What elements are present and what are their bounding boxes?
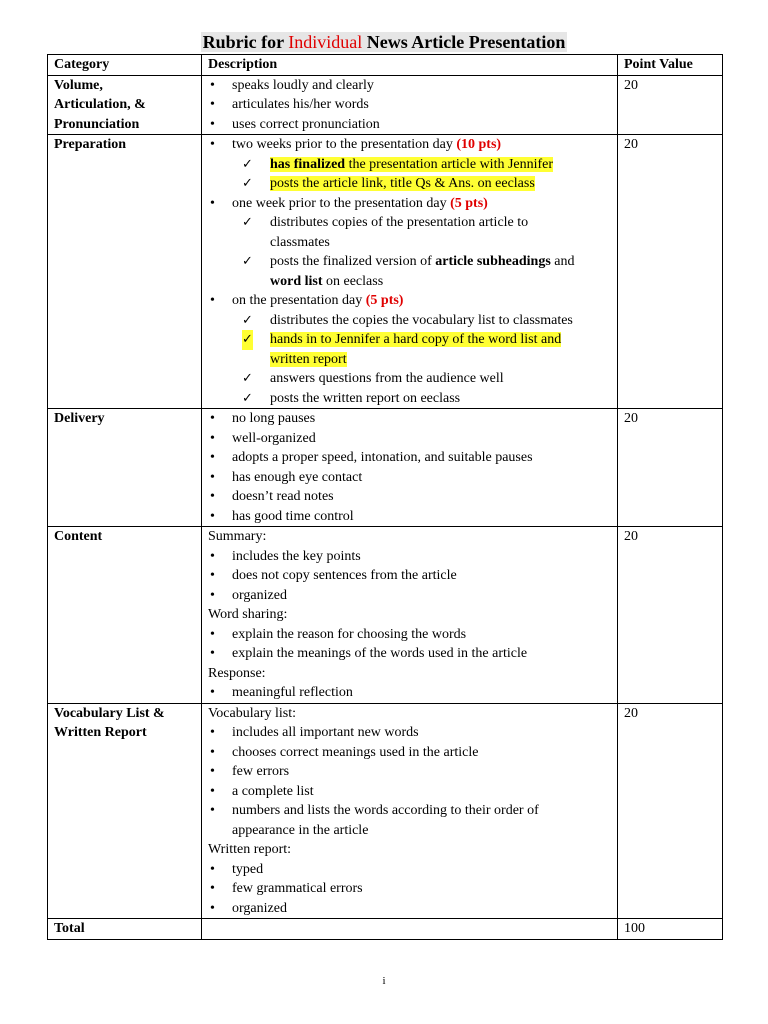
- bullet-item: • numbers and lists the words according to their order of: [208, 801, 611, 821]
- item-text: written report: [270, 351, 347, 367]
- bullet-item: • uses correct pronunciation: [208, 115, 611, 135]
- bullet-item: • includes the key points: [208, 547, 611, 567]
- row-delivery: [48, 409, 723, 527]
- category-cell: Content: [48, 527, 202, 704]
- category-cell: Delivery: [48, 409, 202, 527]
- category-cell: [48, 75, 202, 135]
- points-note: (5 pts): [450, 195, 488, 211]
- points-note: (10 pts): [456, 137, 502, 152]
- check-icon: ✓: [242, 371, 253, 386]
- check-icon: ✓: [242, 254, 253, 269]
- points-cell: 20: [618, 527, 723, 704]
- item-text: the presentation article with Jennifer: [345, 156, 554, 172]
- description-cell: [202, 135, 618, 409]
- bullet-item: • organized: [208, 899, 611, 919]
- points-cell: 20: [618, 703, 723, 919]
- row-volume: [48, 75, 723, 135]
- subsection-label: Response:: [208, 665, 266, 681]
- subsection-label: Word sharing:: [208, 607, 288, 622]
- bullet-item: • organized: [208, 586, 611, 606]
- item-text: distributes the copies the vocabulary list to classmates: [270, 312, 573, 328]
- subsection-label: Summary:: [208, 529, 267, 544]
- title-box: [201, 32, 568, 52]
- bullet-item: • explain the meanings of the words used in the article: [208, 644, 611, 664]
- item-text: posts the article link, title Qs & Ans. on eeclass: [270, 176, 535, 191]
- bullet-item: • articulates his/her words: [208, 95, 611, 115]
- row-total: [48, 919, 723, 940]
- bullet-item: • adopts a proper speed, intonation, and suitable pauses: [208, 448, 611, 468]
- check-icon: ✓: [242, 156, 253, 172]
- total-label: Total: [48, 919, 202, 940]
- rubric-table: [47, 54, 723, 940]
- points-note: (5 pts): [365, 293, 404, 308]
- bullet-item: [208, 135, 611, 155]
- bullet-item: • speaks loudly and clearly: [208, 76, 611, 96]
- item-text-bold: has finalized: [270, 156, 346, 172]
- category-cell: [48, 703, 202, 919]
- row-vocabulary: [48, 703, 723, 919]
- row-preparation: [48, 135, 723, 409]
- header-category: Category: [48, 55, 202, 76]
- bullet-item: [208, 291, 611, 311]
- header-row: [48, 55, 723, 76]
- subsection-label: Written report:: [208, 842, 292, 857]
- title-highlight: Individual: [288, 32, 363, 52]
- category-line: Articulation, &: [54, 97, 146, 112]
- header-description: Description: [202, 55, 618, 76]
- category-cell: Preparation: [48, 135, 202, 409]
- document-title: [0, 31, 768, 53]
- check-item: [208, 311, 611, 331]
- empty-cell: [202, 919, 618, 940]
- check-item: [208, 330, 611, 350]
- category-line: Written Report: [54, 725, 147, 740]
- check-item: [208, 174, 611, 194]
- bullet-item: • chooses correct meanings used in the article: [208, 743, 611, 763]
- bullet-item: • few errors: [208, 762, 611, 782]
- bullet-item: • explain the reason for choosing the words: [208, 625, 611, 645]
- check-icon: ✓: [242, 330, 253, 350]
- points-cell: 20: [618, 75, 723, 135]
- bullet-item: • typed: [208, 860, 611, 880]
- description-cell: [202, 75, 618, 135]
- item-text-bold: word list: [270, 273, 323, 289]
- bullet-item: • doesn’t read notes: [208, 487, 611, 507]
- total-value: 100: [618, 919, 723, 940]
- check-item: [208, 389, 611, 409]
- bullet-item: • few grammatical errors: [208, 879, 611, 899]
- check-item-continuation: [208, 272, 611, 292]
- description-cell: [202, 527, 618, 704]
- check-icon: ✓: [242, 215, 253, 230]
- check-item-continuation: classmates: [270, 234, 330, 250]
- title-suffix: News Article Presentation: [362, 32, 566, 52]
- bullet-item: • does not copy sentences from the article: [208, 566, 611, 586]
- category-line: Pronunciation: [54, 116, 140, 132]
- bullet-item: [208, 194, 611, 214]
- category-line: Vocabulary List &: [54, 705, 165, 721]
- item-text: one week prior to the presentation day: [232, 195, 451, 211]
- check-item: [208, 252, 611, 272]
- item-text: hands in to Jennifer a hard copy of the word list and: [270, 332, 562, 347]
- title-prefix: Rubric for: [202, 32, 289, 52]
- description-cell: [202, 409, 618, 527]
- bullet-item-continuation: appearance in the article: [232, 822, 369, 838]
- bullet-item: • includes all important new words: [208, 723, 611, 743]
- bullet-item: • no long pauses: [208, 409, 611, 429]
- item-text: and: [550, 254, 575, 269]
- check-item: [208, 155, 611, 175]
- points-cell: 20: [618, 135, 723, 409]
- bullet-item: • a complete list: [208, 782, 611, 802]
- bullet-item: • well-organized: [208, 429, 611, 449]
- page-number: i: [382, 975, 386, 987]
- item-text: on eeclass: [322, 273, 384, 289]
- description-cell: [202, 703, 618, 919]
- check-icon: ✓: [242, 390, 253, 406]
- header-points: Point Value: [618, 55, 723, 76]
- check-item: [208, 369, 611, 389]
- bullet-item: • has enough eye contact: [208, 468, 611, 488]
- bullet-item: • meaningful reflection: [208, 683, 611, 703]
- bullet-item: • has good time control: [208, 507, 611, 527]
- check-icon: ✓: [242, 312, 253, 328]
- check-item-continuation: [208, 350, 611, 370]
- item-text: answers questions from the audience well: [270, 371, 504, 386]
- row-content: [48, 527, 723, 704]
- points-cell: 20: [618, 409, 723, 527]
- item-text: distributes copies of the presentation article to: [270, 215, 529, 230]
- category-line: Volume,: [54, 77, 103, 93]
- item-text-bold: article subheadings: [435, 254, 551, 269]
- item-text: two weeks prior to the presentation day: [232, 137, 457, 152]
- item-text: posts the finalized version of: [270, 254, 436, 269]
- subsection-label: Vocabulary list:: [208, 705, 297, 721]
- check-item: [208, 213, 611, 233]
- check-icon: ✓: [242, 176, 253, 191]
- item-text: posts the written report on eeclass: [270, 390, 461, 406]
- item-text: on the presentation day: [232, 293, 366, 308]
